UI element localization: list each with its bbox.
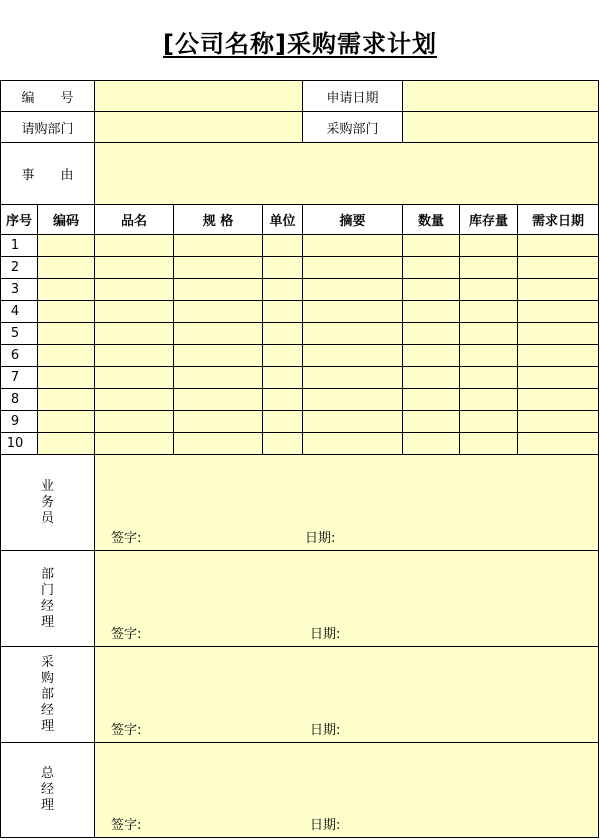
col-header-index: 序号 xyxy=(1,205,38,235)
cell-name[interactable] xyxy=(95,389,174,411)
table-row xyxy=(1,323,599,345)
cell-unit[interactable] xyxy=(263,433,303,455)
cell-unit[interactable] xyxy=(263,411,303,433)
cell-name[interactable] xyxy=(95,279,174,301)
row-index-text: 5 xyxy=(10,326,20,341)
cell-summary[interactable] xyxy=(303,345,403,367)
cell-need-date[interactable] xyxy=(518,411,599,433)
row-index xyxy=(1,235,38,257)
cell-stock[interactable] xyxy=(460,257,518,279)
cell-unit[interactable] xyxy=(263,301,303,323)
cell-spec[interactable] xyxy=(174,433,263,455)
cell-stock[interactable] xyxy=(460,433,518,455)
cell-spec[interactable] xyxy=(174,389,263,411)
approval-area[interactable] xyxy=(95,743,599,838)
sign-label: 签字: xyxy=(111,627,142,642)
cell-need-date[interactable] xyxy=(518,389,599,411)
cell-code[interactable] xyxy=(38,345,95,367)
approval-row-salesman xyxy=(1,455,599,551)
cell-spec[interactable] xyxy=(174,279,263,301)
col-header-code: 编码 xyxy=(38,205,95,235)
row-index xyxy=(1,389,38,411)
cell-stock[interactable] xyxy=(460,279,518,301)
col-header-need-date: 需求日期 xyxy=(518,205,599,235)
cell-summary[interactable] xyxy=(303,323,403,345)
row-index xyxy=(1,257,38,279)
cell-stock[interactable] xyxy=(460,235,518,257)
cell-name[interactable] xyxy=(95,257,174,279)
row-index-text: 4 xyxy=(10,304,20,319)
cell-need-date[interactable] xyxy=(518,323,599,345)
cell-unit[interactable] xyxy=(263,389,303,411)
cell-stock[interactable] xyxy=(460,345,518,367)
reason-label: 事 由 xyxy=(1,143,95,205)
row-index xyxy=(1,367,38,389)
reason-field[interactable] xyxy=(95,143,599,205)
approval-row-purchase-manager xyxy=(1,647,599,743)
row-index-text: 3 xyxy=(10,282,20,297)
cell-name[interactable] xyxy=(95,411,174,433)
cell-quantity[interactable] xyxy=(403,257,460,279)
cell-quantity[interactable] xyxy=(403,323,460,345)
sign-label: 签字: xyxy=(111,723,142,738)
approval-label: 部门经理 xyxy=(40,566,54,630)
cell-need-date[interactable] xyxy=(518,279,599,301)
approval-label: 采购部经理 xyxy=(40,654,54,734)
col-header-unit: 单位 xyxy=(263,205,303,235)
cell-spec[interactable] xyxy=(174,345,263,367)
cell-quantity[interactable] xyxy=(403,345,460,367)
date-label: 日期: xyxy=(305,531,336,546)
cell-spec[interactable] xyxy=(174,301,263,323)
cell-summary[interactable] xyxy=(303,279,403,301)
cell-summary[interactable] xyxy=(303,433,403,455)
cell-need-date[interactable] xyxy=(518,433,599,455)
approval-row-dept-manager xyxy=(1,551,599,647)
col-header-name: 品名 xyxy=(95,205,174,235)
cell-quantity[interactable] xyxy=(403,279,460,301)
cell-stock[interactable] xyxy=(460,367,518,389)
col-header-spec: 规 格 xyxy=(174,205,263,235)
cell-unit[interactable] xyxy=(263,323,303,345)
row-index xyxy=(1,345,38,367)
table-row xyxy=(1,433,599,455)
cell-summary[interactable] xyxy=(303,257,403,279)
cell-quantity[interactable] xyxy=(403,367,460,389)
cell-stock[interactable] xyxy=(460,389,518,411)
approval-row-general-manager xyxy=(1,743,599,838)
purchase-plan-form xyxy=(0,80,599,838)
row-index-text: 7 xyxy=(10,370,20,385)
cell-name[interactable] xyxy=(95,433,174,455)
cell-spec[interactable] xyxy=(174,411,263,433)
cell-quantity[interactable] xyxy=(403,389,460,411)
table-row xyxy=(1,411,599,433)
request-dept-field[interactable] xyxy=(95,112,303,143)
table-row xyxy=(1,257,599,279)
approval-label: 业务员 xyxy=(40,478,54,526)
cell-quantity[interactable] xyxy=(403,411,460,433)
row-index xyxy=(1,323,38,345)
row-index-text: 10 xyxy=(6,436,24,451)
page-title: [公司名称]采购需求计划 xyxy=(163,30,437,58)
table-row xyxy=(1,345,599,367)
col-header-quantity: 数量 xyxy=(403,205,460,235)
cell-spec[interactable] xyxy=(174,367,263,389)
cell-unit[interactable] xyxy=(263,345,303,367)
cell-spec[interactable] xyxy=(174,323,263,345)
approval-area[interactable] xyxy=(95,455,599,551)
cell-summary[interactable] xyxy=(303,389,403,411)
cell-name[interactable] xyxy=(95,345,174,367)
cell-stock[interactable] xyxy=(460,411,518,433)
purchase-dept-field[interactable] xyxy=(403,112,599,143)
cell-name[interactable] xyxy=(95,367,174,389)
cell-unit[interactable] xyxy=(263,235,303,257)
date-label: 日期: xyxy=(310,818,341,833)
purchase-dept-label: 采购部门 xyxy=(303,112,403,143)
table-header-row xyxy=(1,205,599,235)
cell-code[interactable] xyxy=(38,301,95,323)
row-index-text: 1 xyxy=(10,238,20,253)
col-header-summary: 摘要 xyxy=(303,205,403,235)
request-dept-label: 请购部门 xyxy=(1,112,95,143)
approval-area[interactable] xyxy=(95,647,599,743)
sign-label: 签字: xyxy=(111,531,142,546)
cell-code[interactable] xyxy=(38,433,95,455)
cell-quantity[interactable] xyxy=(403,433,460,455)
apply-date-label: 申请日期 xyxy=(303,81,403,112)
row-index-text: 8 xyxy=(10,392,20,407)
cell-unit[interactable] xyxy=(263,257,303,279)
cell-code[interactable] xyxy=(38,389,95,411)
date-label: 日期: xyxy=(310,723,341,738)
cell-name[interactable] xyxy=(95,323,174,345)
col-header-stock: 库存量 xyxy=(460,205,518,235)
cell-need-date[interactable] xyxy=(518,367,599,389)
cell-name[interactable] xyxy=(95,301,174,323)
cell-need-date[interactable] xyxy=(518,257,599,279)
cell-code[interactable] xyxy=(38,279,95,301)
row-index xyxy=(1,279,38,301)
number-label: 编 号 xyxy=(1,81,95,112)
cell-need-date[interactable] xyxy=(518,345,599,367)
cell-spec[interactable] xyxy=(174,235,263,257)
row-index-text: 6 xyxy=(10,348,20,363)
table-row xyxy=(1,367,599,389)
cell-spec[interactable] xyxy=(174,257,263,279)
approval-label: 总经理 xyxy=(40,766,54,813)
cell-need-date[interactable] xyxy=(518,301,599,323)
cell-quantity[interactable] xyxy=(403,235,460,257)
approval-area[interactable] xyxy=(95,551,599,647)
row-index xyxy=(1,301,38,323)
row-index xyxy=(1,433,38,455)
cell-unit[interactable] xyxy=(263,279,303,301)
cell-summary[interactable] xyxy=(303,301,403,323)
table-row xyxy=(1,279,599,301)
cell-summary[interactable] xyxy=(303,235,403,257)
cell-stock[interactable] xyxy=(460,323,518,345)
cell-code[interactable] xyxy=(38,257,95,279)
cell-code[interactable] xyxy=(38,411,95,433)
table-row xyxy=(1,235,599,257)
table-row xyxy=(1,389,599,411)
cell-summary[interactable] xyxy=(303,367,403,389)
row-index-text: 9 xyxy=(10,414,20,429)
cell-code[interactable] xyxy=(38,323,95,345)
cell-need-date[interactable] xyxy=(518,235,599,257)
number-field[interactable] xyxy=(95,81,303,112)
row-index xyxy=(1,411,38,433)
cell-name[interactable] xyxy=(95,235,174,257)
cell-summary[interactable] xyxy=(303,411,403,433)
date-label: 日期: xyxy=(310,627,341,642)
cell-unit[interactable] xyxy=(263,367,303,389)
cell-quantity[interactable] xyxy=(403,301,460,323)
apply-date-field[interactable] xyxy=(403,81,599,112)
cell-code[interactable] xyxy=(38,367,95,389)
cell-stock[interactable] xyxy=(460,301,518,323)
row-index-text: 2 xyxy=(10,260,20,275)
table-row xyxy=(1,301,599,323)
cell-code[interactable] xyxy=(38,235,95,257)
sign-label: 签字: xyxy=(111,818,142,833)
